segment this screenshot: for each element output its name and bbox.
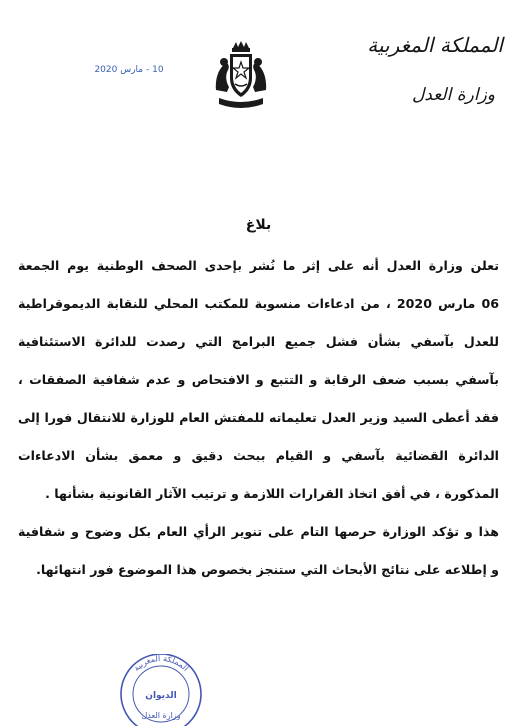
svg-text:المملكة المغربية bbox=[132, 654, 190, 673]
official-stamp bbox=[114, 654, 208, 726]
body-line: بآسفي بسبب ضعف الرقابة و التتبع و الافتحاص و عدم شفافية الصفقات ، bbox=[18, 372, 499, 387]
body-line: و إطلاعه على نتائج الأبحاث التي ستنجز بخصوص هذا الموضوع فور انتهائها. bbox=[36, 562, 499, 577]
body-line: للعدل بآسفي بشأن فشل جميع البرامج التي رصدت للدائرة الاستئنافية bbox=[18, 334, 499, 349]
body-line: المذكورة ، في أفق اتخاذ القرارات اللازمة و ترتيب الآثار القانونية بشأنها . bbox=[45, 486, 499, 501]
document-body bbox=[18, 253, 499, 595]
body-line: 06 مارس 2020 ، من ادعاءات منسوبة للمكتب المحلي للنقابة الديموقراطية bbox=[18, 296, 499, 311]
stamp-center-text: الديوان bbox=[145, 691, 177, 701]
body-line: فقد أعطى السيد وزير العدل تعليماته للمفتش العام للوزارة للانتقال فورا إلى bbox=[18, 410, 499, 425]
document-title: بلاغ bbox=[245, 217, 272, 233]
stamp-top-text: المملكة المغربية bbox=[131, 654, 191, 674]
letterhead bbox=[353, 30, 503, 108]
royal-coat-of-arms-icon bbox=[213, 40, 269, 110]
body-line: تعلن وزارة العدل أنه على إثر ما نُشر بإحدى الصحف الوطنية يوم الجمعة bbox=[18, 258, 499, 273]
ministry-title: وزارة العدل bbox=[411, 85, 495, 105]
document-date: 10 - مارس 2020 bbox=[94, 65, 164, 75]
stamp-bottom-text: وزارة العدل bbox=[141, 711, 181, 720]
body-line: الدائرة القضائية بآسفي و القيام ببحث دقيق و معمق بشأن الادعاءات bbox=[18, 448, 499, 463]
kingdom-title: المملكة المغربية bbox=[367, 33, 503, 57]
body-line: هذا و تؤكد الوزارة حرصها التام على تنوير الرأي العام بكل وضوح و شفافية bbox=[18, 524, 499, 539]
